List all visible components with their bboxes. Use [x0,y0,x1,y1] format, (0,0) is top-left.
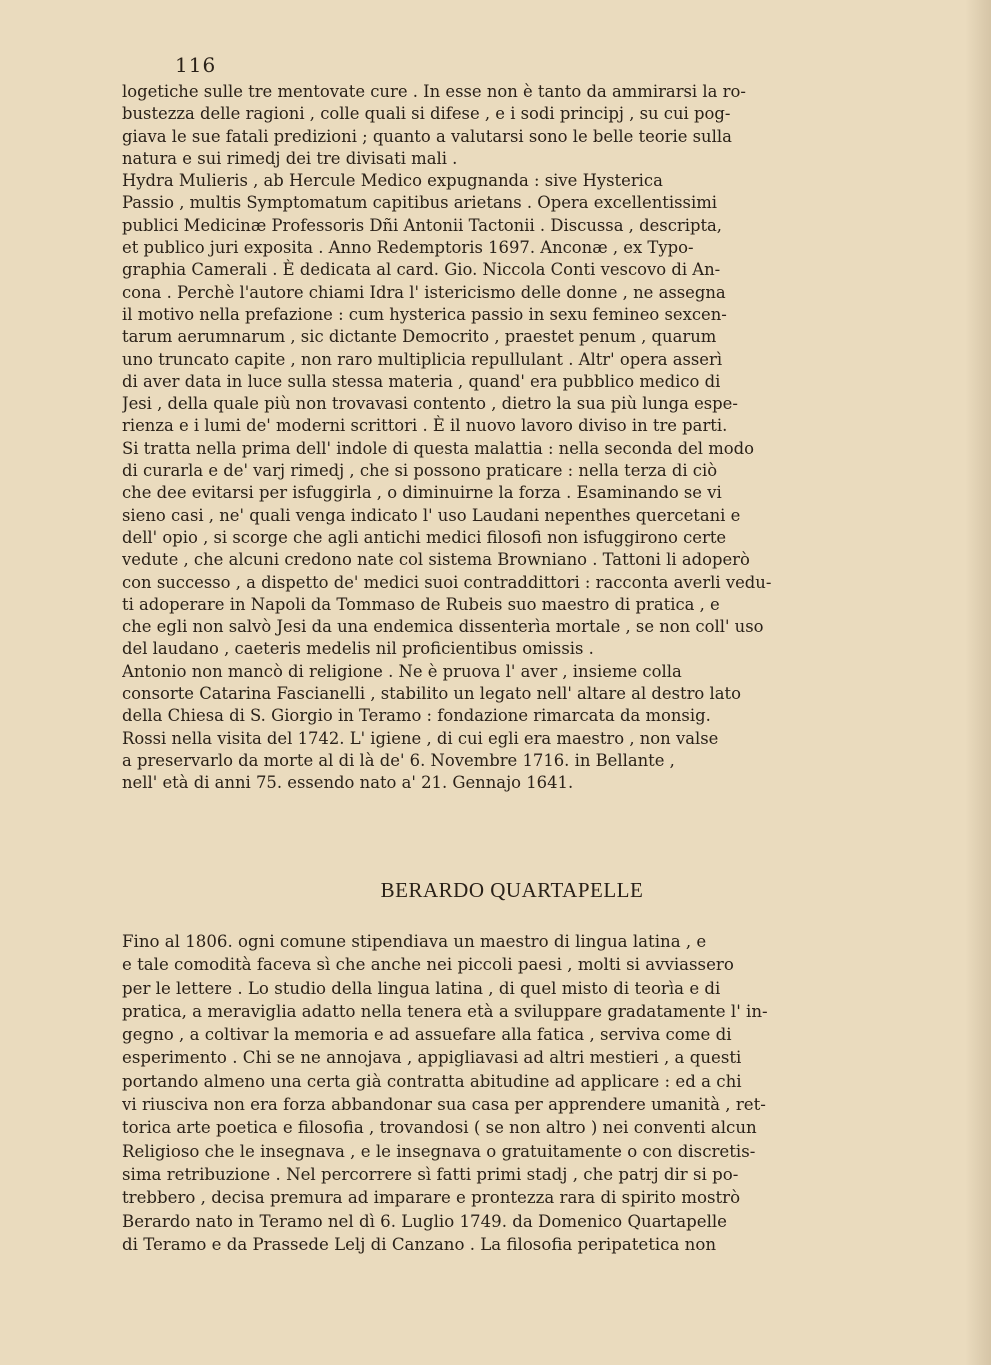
page-number: 116 [175,53,217,77]
text-line: Religioso che le insegnava , e le insegnava o gratuitamente o con discretis- [122,1141,756,1161]
text-line: bustezza delle ragioni , colle quali si difese , e i sodi principj , su cui pog- [122,104,731,124]
text-line: che dee evitarsi per isfuggirla , o diminuirne la forza . Esaminando se vi [122,483,722,503]
text-line: gegno , a coltivar la memoria e ad assuefare alla fatica , serviva come di [122,1025,732,1045]
section-text-block [122,930,902,1256]
text-line: Jesi , della quale più non trovavasi contento , dietro la sua più lunga espe- [122,394,738,414]
text-line: esperimento . Chi se ne annojava , appigliavasi ad altri mestieri , a questi [122,1048,742,1068]
text-line: graphia Camerali . È dedicata al card. Gio. Niccola Conti vescovo di An- [122,260,721,280]
text-line: giava le sue fatali predizioni ; quanto a valutarsi sono le belle teorie sulla [122,126,732,146]
text-line: ti adoperare in Napoli da Tommaso de Rubeis suo maestro di pratica , e [122,594,720,614]
text-line: di aver data in luce sulla stessa materia , quand' era pubblico medico di [122,371,721,391]
text-line: vi riusciva non era forza abbandonar sua casa per apprendere umanità , ret- [122,1095,766,1115]
text-line: cona . Perchè l'autore chiami Idra l' istericismo delle donne , ne assegna [122,282,726,302]
text-line: nell' età di anni 75. essendo nato a' 21. Gennajo 1641. [122,773,574,793]
text-line: Rossi nella visita del 1742. L' igiene , di cui egli era maestro , non valse [122,728,719,748]
text-line: torica arte poetica e filosofia , trovandosi ( se non altro ) nei conventi alcun [122,1118,757,1138]
text-line: e tale comodità faceva sì che anche nei piccoli paesi , molti si avviassero [122,955,734,975]
text-line: vedute , che alcuni credono nate col sistema Browniano . Tattoni li adoperò [122,550,750,570]
text-line: di Teramo e da Prassede Lelj di Canzano . La filosofia peripatetica non [122,1234,717,1254]
entry-text-block [122,81,902,795]
text-line: Berardo nato in Teramo nel dì 6. Luglio 1749. da Domenico Quartapelle [122,1211,727,1231]
text-line: consorte Catarina Fascianelli , stabilito un legato nell' altare al destro lato [122,684,741,704]
text-line: tarum aerumnarum , sic dictante Democrito , praestet penum , quarum [122,327,717,347]
text-line: logetiche sulle tre mentovate cure . In esse non è tanto da ammirarsi la ro- [122,82,746,101]
text-line: sima retribuzione . Nel percorrere sì fatti primi stadj , che patrj dir si po- [122,1164,739,1184]
text-line: sieno casi , ne' quali venga indicato l' uso Laudani nepenthes quercetani e [122,505,741,525]
text-line: rienza e i lumi de' moderni scrittori . È il nuovo lavoro diviso in tre parti. [122,416,728,436]
text-line: di curarla e de' varj rimedj , che si possono praticare : nella terza di ciò [122,461,718,481]
text-line: per le lettere . Lo studio della lingua latina , di quel misto di teorìa e di [122,978,721,998]
text-line: trebbero , decisa premura ad imparare e prontezza rara di spirito mostrò [122,1188,741,1208]
text-line: natura e sui rimedj dei tre divisati mali . [122,148,458,168]
section-title: BERARDO QUARTAPELLE [380,878,644,902]
text-line: a preservarlo da morte al di là de' 6. Novembre 1716. in Bellante , [122,750,675,770]
text-line: Passio , multis Symptomatum capitibus arietans . Opera excellentissimi [122,193,717,213]
text-line: Antonio non mancò di religione . Ne è pruova l' aver , insieme colla [122,661,682,681]
text-line: Fino al 1806. ogni comune stipendiava un maestro di lingua latina , e [122,932,707,951]
text-line: et publico juri exposita . Anno Redemptoris 1697. Anconæ , ex Typo- [122,238,694,258]
text-line: dell' opio , si scorge che agli antichi medici filosofi non isfuggirono certe [122,527,727,547]
text-line: pratica, a meraviglia adatto nella tenera età a sviluppare gradatamente l' in- [122,1001,768,1021]
text-line: che egli non salvò Jesi da una endemica dissenterìa mortale , se non coll' uso [122,617,764,637]
text-line: il motivo nella prefazione : cum hysterica passio in sexu femineo sexcen- [122,304,727,324]
text-line: Hydra Mulieris , ab Hercule Medico expugnanda : sive Hysterica [122,171,663,191]
text-line: del laudano , caeteris medelis nil proficientibus omissis . [122,639,594,659]
text-line: uno truncato capite , non raro multiplicia repullulant . Altr' opera asserì [122,349,723,369]
text-line: Si tratta nella prima dell' indole di questa malattia : nella seconda del modo [122,438,755,458]
text-line: della Chiesa di S. Giorgio in Teramo : fondazione rimarcata da monsig. [122,706,711,726]
text-line: portando almeno una certa già contratta abitudine ad applicare : ed a chi [122,1071,742,1091]
text-line: publici Medicinæ Professoris Dñi Antonii Tactonii . Discussa , descripta, [122,215,723,235]
text-line: con successo , a dispetto de' medici suoi contraddittori : racconta averli vedu- [122,572,772,592]
